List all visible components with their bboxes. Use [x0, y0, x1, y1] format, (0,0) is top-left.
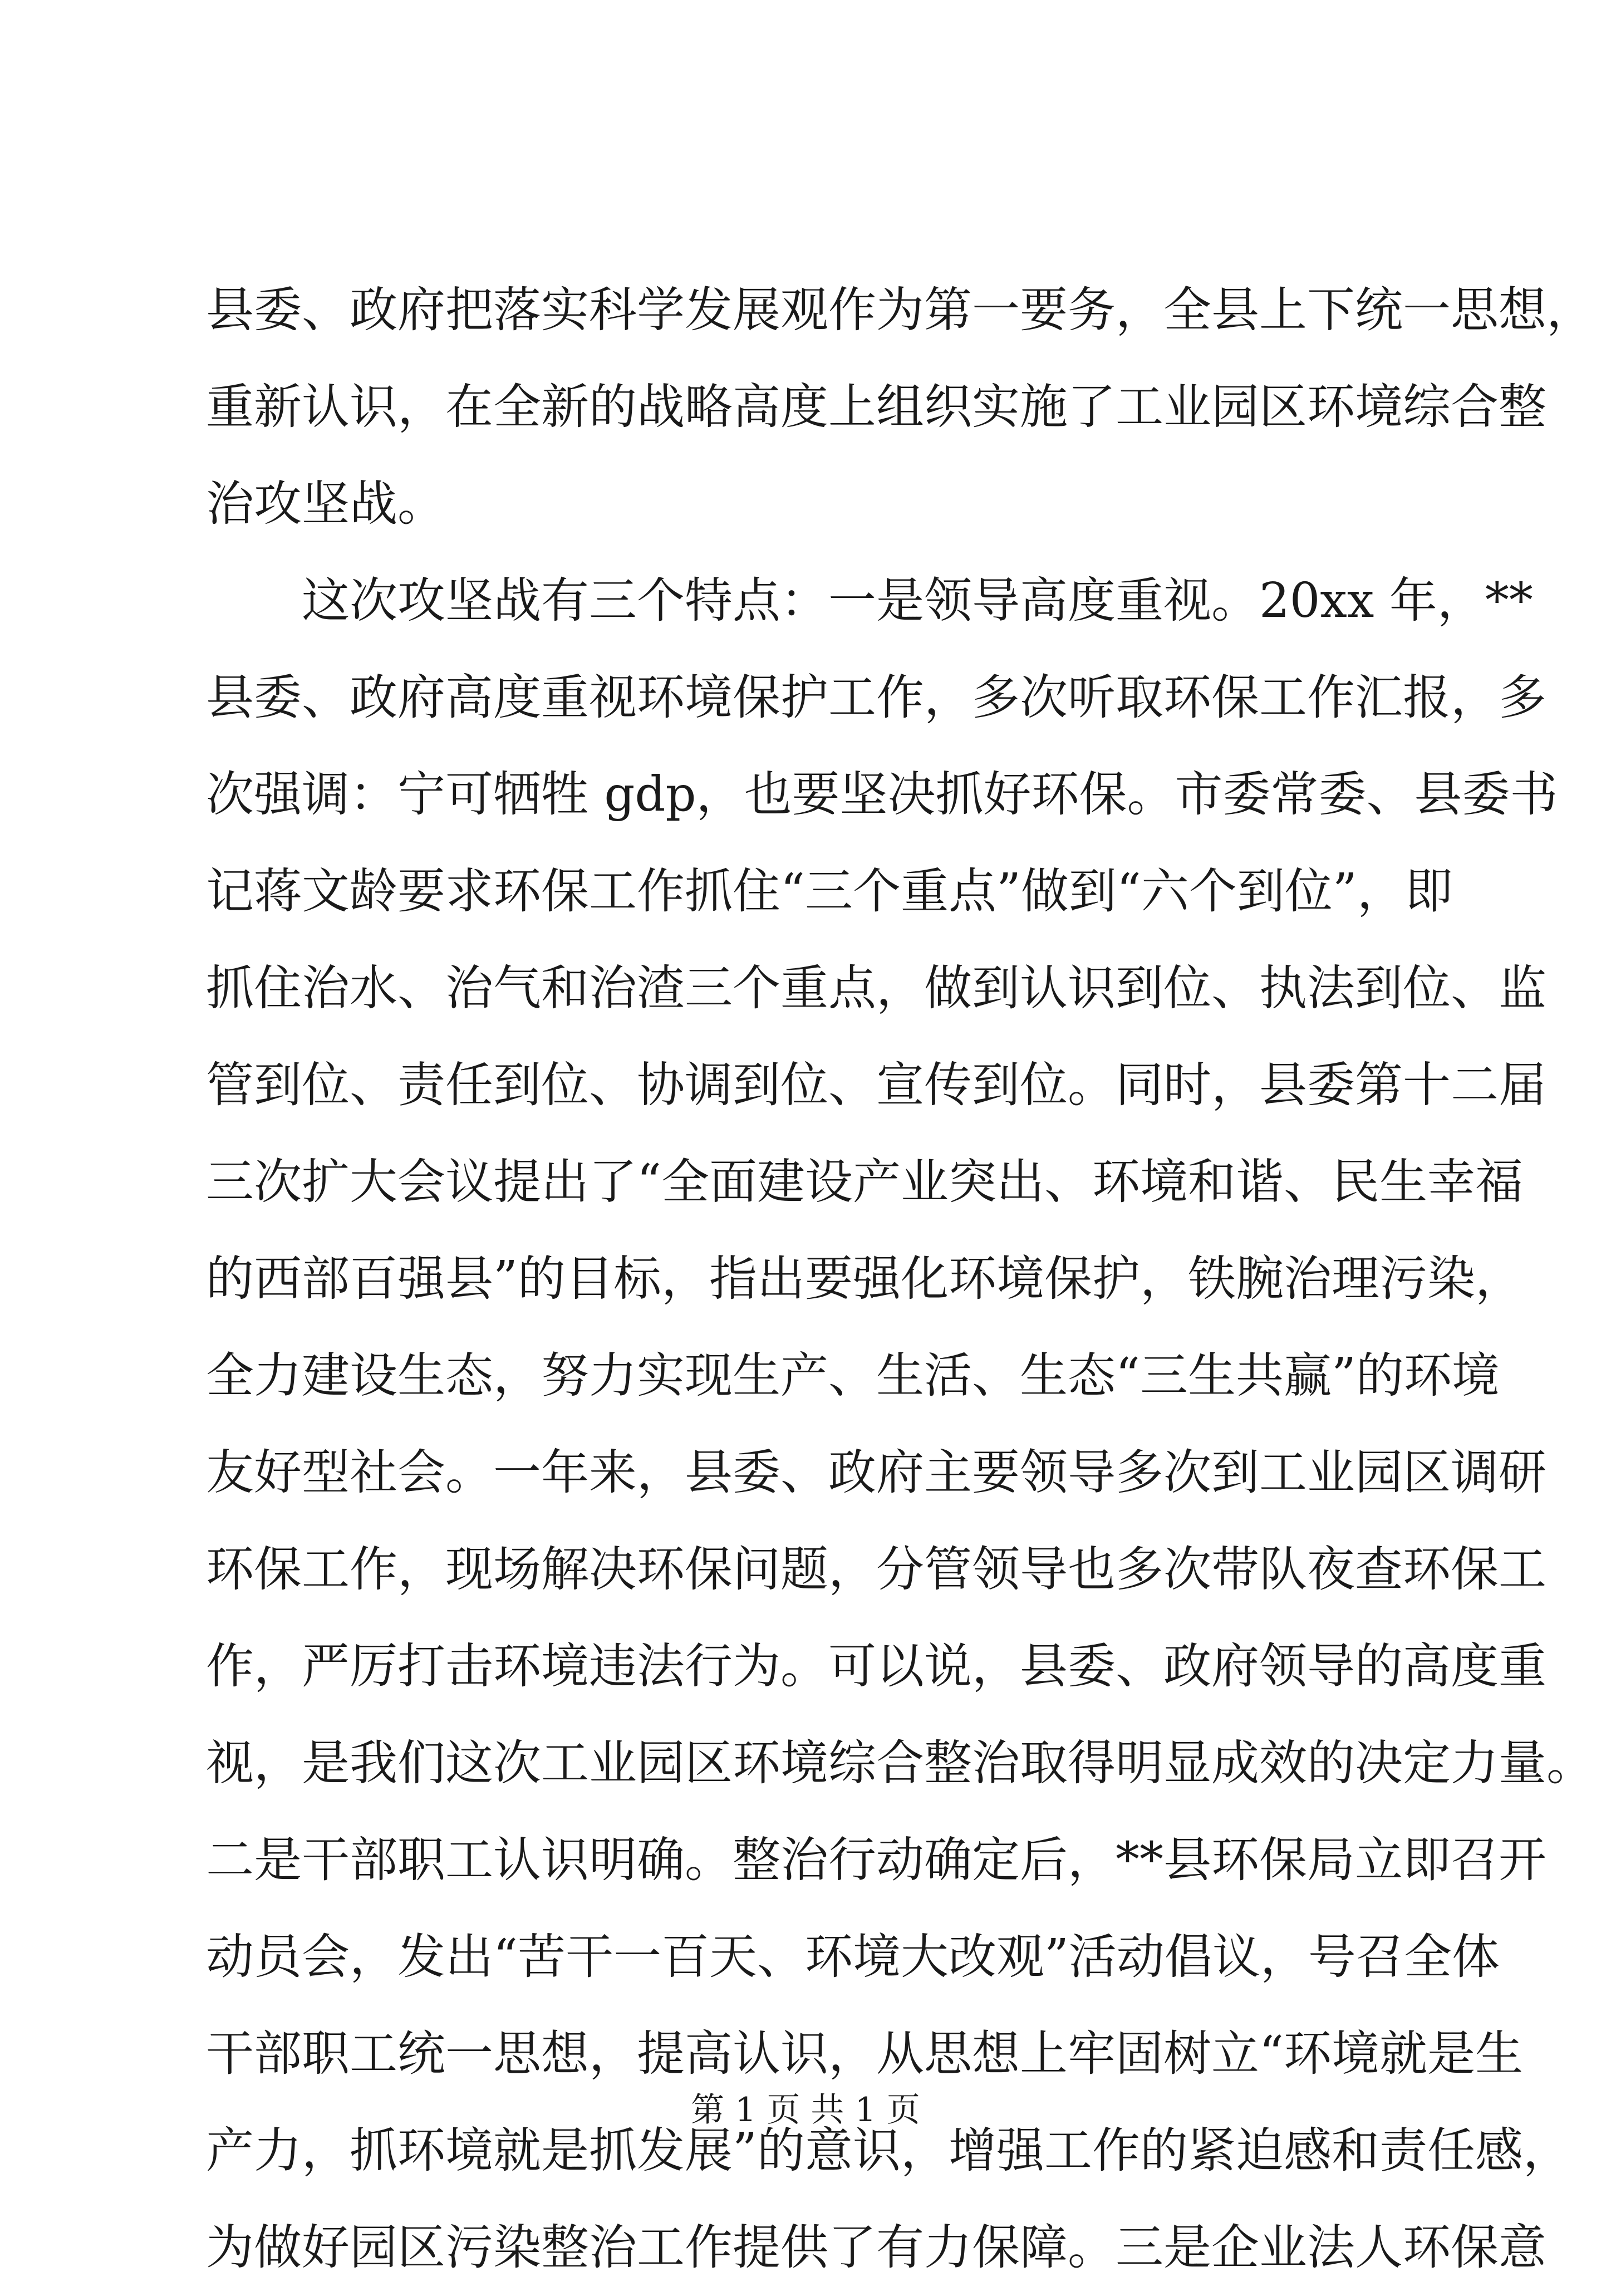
text-line: 干部职工统一思想，提高认识，从思想上牢固树立“环境就是生: [206, 2026, 1523, 2082]
text-line: 动员会，发出“苦干一百天、环境大改观”活动倡议，号召全体: [206, 1929, 1500, 1985]
body-text: [206, 262, 1594, 2296]
text-line: 三次扩大会议提出了“全面建设产业突出、环境和谐、民生幸福: [206, 1154, 1523, 1210]
text-line: 这次攻坚战有三个特点：一是领导高度重视。20xx 年，**: [206, 573, 1533, 629]
text-line: 为做好园区污染整治工作提供了有力保障。三是企业法人环保意: [206, 2220, 1546, 2275]
text-line: 二是干部职工认识明确。整治行动确定后，**县环保局立即召开: [206, 1832, 1546, 1888]
text-line: 重新认识，在全新的战略高度上组织实施了工业园区环境综合整: [206, 379, 1546, 435]
text-line: 县委、政府高度重视环境保护工作，多次听取环保工作汇报，多: [206, 670, 1546, 725]
text-line: 视，是我们这次工业园区环境综合整治取得明显成效的决定力量。: [206, 1735, 1594, 1791]
text-line: 抓住治水、治气和治渣三个重点，做到认识到位、执法到位、监: [206, 960, 1546, 1016]
text-line: 记蒋文龄要求环保工作抓住“三个重点”做到“六个到位”，即: [206, 864, 1453, 919]
text-line: 次强调：宁可牺牲 gdp，也要坚决抓好环保。市委常委、县委书: [206, 767, 1558, 822]
text-line: 县委、政府把落实科学发展观作为第一要务，全县上下统一思想，: [206, 282, 1594, 338]
text-line: 环保工作，现场解决环保问题，分管领导也多次带队夜查环保工: [206, 1542, 1546, 1597]
text-line: 产力，抓环境就是抓发展”的意识，增强工作的紧迫感和责任感，: [206, 2123, 1571, 2179]
page-number-footer: 第 1 页 共 1 页: [691, 2091, 920, 2130]
text-line: 治攻坚战。: [206, 476, 445, 532]
text-line: 的西部百强县”的目标，指出要强化环境保护，铁腕治理污染，: [206, 1251, 1523, 1307]
text-line: 管到位、责任到位、协调到位、宣传到位。同时，县委第十二届: [206, 1057, 1546, 1113]
text-line: 全力建设生态，努力实现生产、生活、生态“三生共赢”的环境: [206, 1348, 1500, 1404]
text-line: 作，严厉打击环境违法行为。可以说，县委、政府领导的高度重: [206, 1638, 1546, 1694]
text-line: 友好型社会。一年来，县委、政府主要领导多次到工业园区调研: [206, 1445, 1546, 1500]
